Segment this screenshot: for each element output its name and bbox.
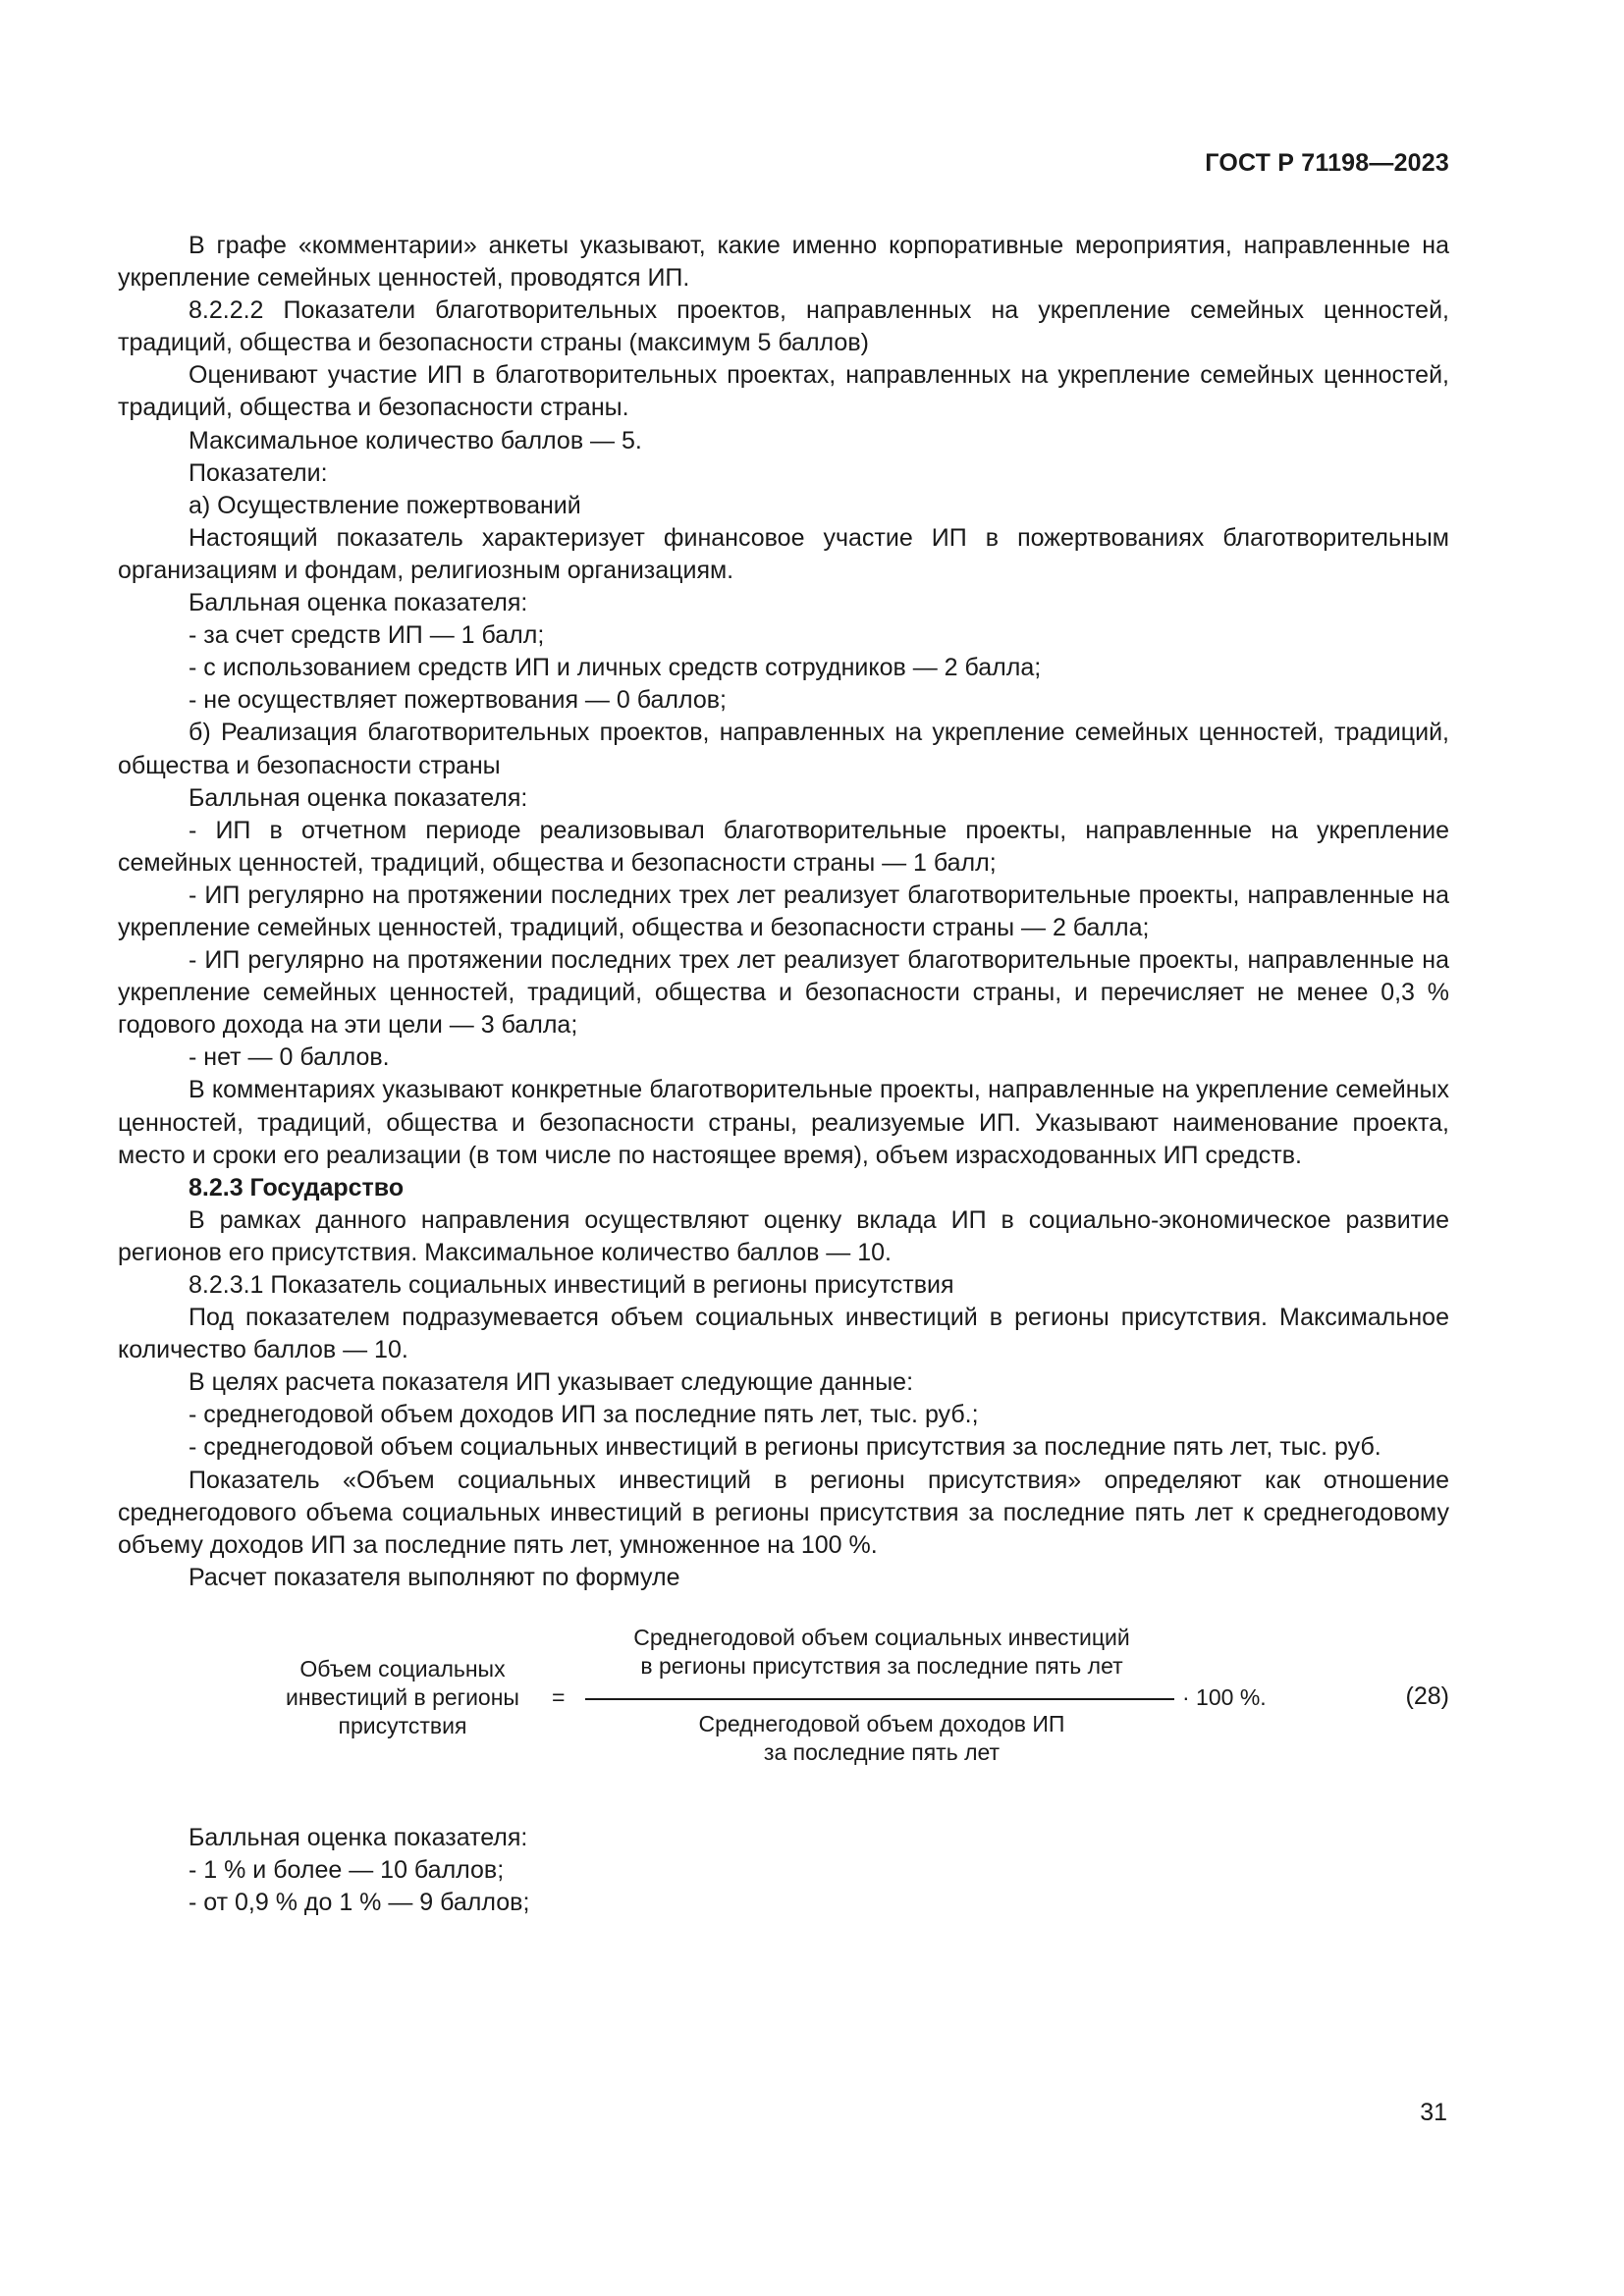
formula-equals: = — [552, 1683, 566, 1710]
formula-numerator — [589, 1624, 1174, 1681]
body-text — [118, 230, 1449, 1919]
formula-numerator-line: в регионы присутствия за последние пять лет — [640, 1652, 1123, 1679]
formula-numerator-line: Среднегодовой объем социальных инвестиций — [633, 1624, 1130, 1650]
paragraph: Под показателем подразумевается объем социальных инвестиций в регионы присутствия. Максимальное количество баллов — 10. — [118, 1304, 1449, 1364]
paragraph: б) Реализация благотворительных проектов, направленных на укрепление семейных ценностей, традиций, общества и безопасности страны — [118, 719, 1449, 779]
paragraph: - с использованием средств ИП и личных средств сотрудников — 2 балла; — [189, 654, 1042, 682]
paragraph: Балльная оценка показателя: — [189, 589, 528, 617]
formula-denominator — [589, 1710, 1174, 1767]
paragraph: - нет — 0 баллов. — [189, 1043, 390, 1072]
paragraph: - ИП регулярно на протяжении последних трех лет реализует благотворительные проекты, направленные на укрепление семейных ценностей, традиций, общества и безопасности страны — 2 балла; — [118, 881, 1449, 941]
paragraph: а) Осуществление пожертвований — [189, 491, 581, 519]
formula-lhs-line: присутствия — [338, 1712, 467, 1738]
paragraph: Оценивают участие ИП в благотворительных проектах, направленных на укрепление семейных ценностей, традиций, общества и безопасности страны. — [118, 361, 1449, 422]
formula-lhs-line: инвестиций в регионы — [286, 1683, 519, 1710]
paragraph: - среднегодовой объем доходов ИП за последние пять лет, тыс. руб.; — [189, 1401, 979, 1429]
paragraph: Балльная оценка показателя: — [189, 783, 528, 812]
standard-header: ГОСТ Р 71198—2023 — [1205, 149, 1449, 177]
paragraph: Балльная оценка показателя: — [189, 1823, 528, 1851]
formula-lhs — [255, 1655, 550, 1740]
paragraph: - от 0,9 % до 1 % — 9 баллов; — [189, 1889, 530, 1917]
formula-multiplier: · 100 %. — [1182, 1683, 1267, 1710]
formula-number: (28) — [1405, 1682, 1449, 1710]
paragraph: 8.2.2.2 Показатели благотворительных проектов, направленных на укрепление семейных ценностей, традиций, общества и безопасности страны (максимум 5 баллов) — [118, 296, 1449, 357]
paragraph: - не осуществляет пожертвования — 0 баллов; — [189, 686, 727, 715]
paragraph: 8.2.3.1 Показатель социальных инвестиций в регионы присутствия — [189, 1271, 954, 1299]
formula-lhs-line: Объем социальных — [299, 1655, 506, 1682]
formula-denominator-line: Среднегодовой объем доходов ИП — [698, 1710, 1065, 1736]
paragraphs-bottom — [118, 1822, 1449, 1919]
formula-28 — [118, 1616, 1449, 1785]
paragraph: Настоящий показатель характеризует финансовое участие ИП в пожертвованиях благотворительным организациям и фондам, религиозным организациям. — [118, 523, 1449, 584]
paragraph: - среднегодовой объем социальных инвестиций в регионы присутствия за последние пять лет, тыс. руб. — [189, 1433, 1381, 1462]
paragraphs-top — [118, 230, 1449, 1594]
page-number: 31 — [1420, 2099, 1447, 2126]
paragraph: В комментариях указывают конкретные благотворительные проекты, направленные на укрепление семейных ценностей, традиций, общества и безопасности страны, реализуемые ИП. Указывают наименование проекта, место и сроки его реализации (в том числе по настоящее время), объем израсходованных ИП средств. — [118, 1076, 1449, 1169]
paragraph: Показатели: — [189, 458, 328, 487]
paragraph: - за счет средств ИП — 1 балл; — [189, 621, 545, 650]
paragraph: В рамках данного направления осуществляют оценку вклада ИП в социально-экономическое развитие регионов его присутствия. Максимальное количество баллов — 10. — [118, 1205, 1449, 1266]
section-heading: 8.2.3 Государство — [189, 1173, 405, 1201]
paragraph: В целях расчета показателя ИП указывает следующие данные: — [189, 1368, 914, 1397]
paragraph: - ИП регулярно на протяжении последних трех лет реализует благотворительные проекты, направленные на укрепление семейных ценностей, традиций, общества и безопасности страны, и перечисляет не менее 0,3 % годового дохода на эти цели — 3 балла; — [118, 946, 1449, 1040]
paragraph: - 1 % и более — 10 баллов; — [189, 1856, 505, 1885]
paragraph: Максимальное количество баллов — 5. — [189, 426, 642, 454]
formula-denominator-line: за последние пять лет — [763, 1738, 1001, 1765]
fraction-bar — [585, 1698, 1174, 1700]
paragraph: В графе «комментарии» анкеты указывают, какие именно корпоративные мероприятия, направленные на укрепление семейных ценностей, проводятся ИП. — [118, 232, 1449, 293]
paragraph: - ИП в отчетном периоде реализовывал благотворительные проекты, направленные на укрепление семейных ценностей, традиций, общества и безопасности страны — 1 балл; — [118, 816, 1449, 877]
paragraph: Расчет показателя выполняют по формуле — [189, 1563, 680, 1591]
paragraph: Показатель «Объем социальных инвестиций в регионы присутствия» определяют как отношение среднегодового объема социальных инвестиций в регионы присутствия за последние пять лет к среднегодовому объему доходов ИП за последние пять лет, умноженное на 100 %. — [118, 1466, 1449, 1559]
